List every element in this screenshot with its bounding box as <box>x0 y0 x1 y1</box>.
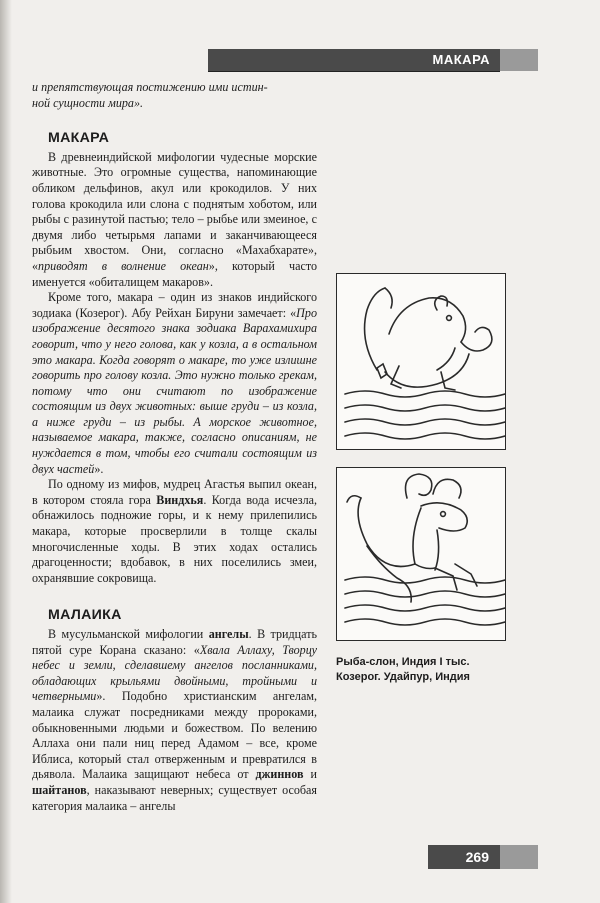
figure-fish-elephant <box>336 273 506 450</box>
malaika-p1-text-a: В мусульманской мифологии <box>48 627 209 641</box>
malaika-p1-text-d: , наказывают неверных; существует особая категория малаика – ангелы <box>32 782 317 813</box>
main-text-column <box>32 80 317 814</box>
running-header-title: МАКАРА <box>432 52 490 67</box>
footer-rule <box>500 845 538 869</box>
intro-continuation <box>32 80 317 111</box>
makara-p3-crossref: Виндхья <box>156 492 204 507</box>
page-edge-shadow <box>0 0 12 903</box>
intro-line-2: ной сущности мира». <box>32 95 144 110</box>
page-number-box <box>428 845 500 869</box>
makara-p2-end: ». <box>94 461 104 476</box>
makara-paragraph-2 <box>32 290 317 477</box>
entry-heading-makara: МАКАРА <box>48 130 110 147</box>
makara-p1-text: В древнеиндийской мифологии чудесные морские животные. Это огромные существа, напоминающие обликом дельфинов, акул или крокодилов. У них голова крокодила или слона с поднятым хоботом, или рыбы с разинутой пастью; тело – рыбье или змеиное, с двумя либо четырьмя лапами и заканчивающееся рыбьим хвостом. Они, согласно «Махабхарате», « <box>32 149 317 273</box>
malaika-crossref-shaitan: шайтанов <box>32 782 87 797</box>
makara-p2-quote: Про изображение десятого знака зодиака Варахамихира говорит, что у него голова, как у козла, а в остальном это макара. Когда говорят о макаре, то уже излишне говорить про голову козла. Это нужно только грекам, потому что они считают по изображение состоящим из двух животных: выше груди – из козла, а ниже груди – из рыбы. А морское животное, называемое макара, также, согласно описаниям, не нуждается в том, чтобы его считали состоящим из двух частей <box>32 305 317 476</box>
fish-elephant-illustration <box>337 274 505 449</box>
figure-capricorn <box>336 467 506 641</box>
makara-p3-text-a: По одному из мифов, мудрец Агастья выпил океан, в котором стояла гора <box>32 477 317 507</box>
malaika-p1-text-c: ». Подобно христианским ангелам, малаика служат посредниками между пророками, обыкновенными людьми и божеством. По велению Аллаха они пали ниц перед Адамом – все, кроме Иблиса, который стал отверженным и превратился в дьявола. Малаика защищают небеса от <box>32 689 317 782</box>
makara-paragraph-1 <box>32 150 317 290</box>
malaika-crossref-jinn: джиннов <box>255 767 304 782</box>
entry-heading-malaika: МАЛАИКА <box>48 607 122 624</box>
malaika-p1-and: и <box>303 767 317 782</box>
makara-p1-end: », который часто именуется «обиталищем макаров». <box>32 258 318 289</box>
malaika-paragraph-1 <box>32 627 317 814</box>
makara-p1-quote: приводят в волнение океан <box>38 258 209 273</box>
malaika-p1-quote: Хвала Аллаху, Творцу небес и земли, сделавшему ангелов посланниками, обладающих крыльями двойными, тройными и четверными <box>32 642 317 704</box>
capricorn-illustration <box>337 468 505 640</box>
figure-caption: Рыба-слон, Индия I тыс. Козерог. Удайпур, Индия <box>336 656 470 683</box>
makara-paragraph-3 <box>32 477 317 586</box>
malaika-crossref-angels: ангелы <box>208 627 249 641</box>
intro-line-1: и препятствующая постижению ими истин- <box>32 80 268 94</box>
running-header <box>208 49 500 72</box>
makara-p3-text-b: . Когда вода исчезла, обнажилось подножие горы, и к нему прилепились макара, которые просверлили в толще скалы многочисленные ходы. В этих ходах остались драгоценности; вдобавок, в них поселились змеи, охранявшие сокровища. <box>32 492 317 585</box>
page-number: 269 <box>465 849 489 865</box>
makara-p2-text: Кроме того, макара – один из знаков индийского зодиака (Козерог). Абу Рейхан Бируни замечает: « <box>32 290 317 320</box>
header-rule <box>500 49 538 71</box>
malaika-p1-text-b: . В тридцать пятой суре Корана сказано: « <box>32 627 317 657</box>
